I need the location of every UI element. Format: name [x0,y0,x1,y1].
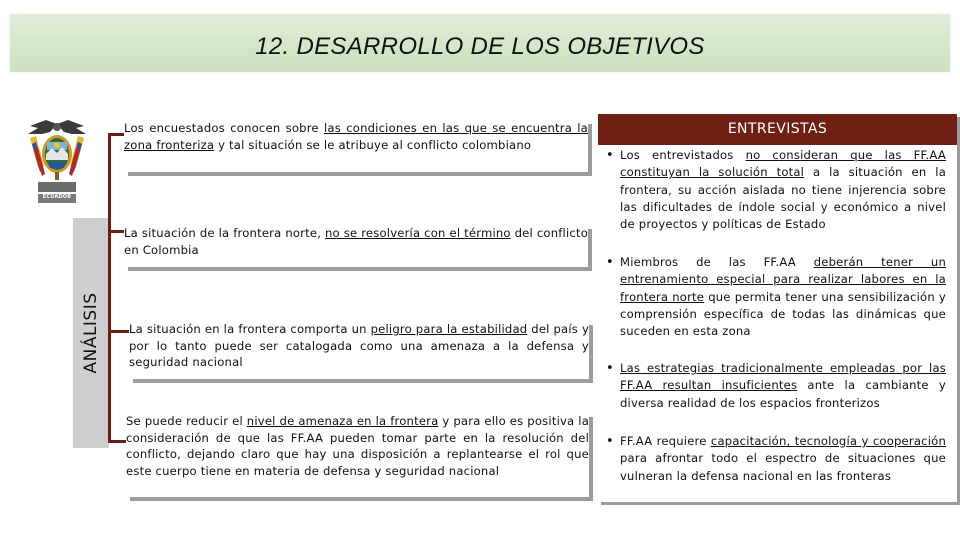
underlined-phrase: peligro para la estabilidad [370,322,528,336]
interviews-panel [598,114,957,502]
analysis-item: La situación en la frontera comporta un peligro para la estabilidad del país y por lo tanto puede ser catalogada como una amenaza a la defensa y seguridad nacional [129,321,589,379]
connector-vertical [108,133,111,443]
connector-h3 [108,330,130,333]
interview-bullet: • Los entrevistados no consideran que las FF.AA constituyan la solución total a la situación en la frontera, su acción aislada no tiene injerencia sobre las dificultades de índole social y económico a nivel de proyectos y políticas de Estado [620,147,946,233]
interviews-header: ENTREVISTAS [598,114,957,145]
underlined-phrase: Las estrategias tradicionalmente empleadas por las FF.AA resultan insuficientes [620,361,946,393]
underlined-phrase: nivel de amenaza en la frontera [246,414,439,428]
emblem-caption: ECUADOR [42,194,72,200]
analysis-item: Los encuestados conocen sobre las condiciones en las que se encuentra la zona fronteriza y tal situación se le atribuye al conflicto colombiano [124,120,588,172]
interview-bullet: • Las estrategias tradicionalmente empleadas por las FF.AA resultan insuficientes ante la cambiante y diversa realidad de los espacios fronterizos [620,360,946,412]
page-title: 12. DESARROLLO DE LOS OBJETIVOS [255,33,705,60]
analysis-item: Se puede reducir el nivel de amenaza en la frontera y para ello es positiva la consideración de que las FF.AA pueden tomar parte en la resolución del conflicto, dejando claro que hay una disposición a replantearse el rol que este cuerpo tiene en materia de defensa y seguridad nacional [126,413,589,497]
connector-h1 [108,133,124,136]
connector-h4 [108,440,126,443]
connector-h2 [108,230,124,233]
underlined-phrase: deberán tener un entrenamiento especial para realizar labores en la frontera norte [620,255,946,304]
coat-of-arms-icon [24,118,90,206]
underlined-phrase: capacitación, tecnología y cooperación [710,434,946,448]
underlined-phrase: las condiciones en las que se encuentra la zona fronteriza [124,121,588,152]
analysis-label: ANÁLISIS [81,292,101,374]
interview-bullet: • Miembros de las FF.AA deberán tener un entrenamiento especial para realizar labores en la frontera norte que permita tener una sensibilización y comprensión específica de todas las dinámicas que suceden en esta zona [620,254,946,340]
underlined-phrase: no se resolvería con el término [325,226,511,240]
analysis-item: La situación de la frontera norte, no se resolvería con el término del conflicto en Colombia [124,225,588,267]
underlined-phrase: no consideran que las FF.AA constituyan la solución total [620,148,947,180]
interview-bullet: • FF.AA requiere capacitación, tecnología y cooperación para afrontar todo el espectro de situaciones que vulneran la defensa nacional en las fronteras [620,433,946,485]
